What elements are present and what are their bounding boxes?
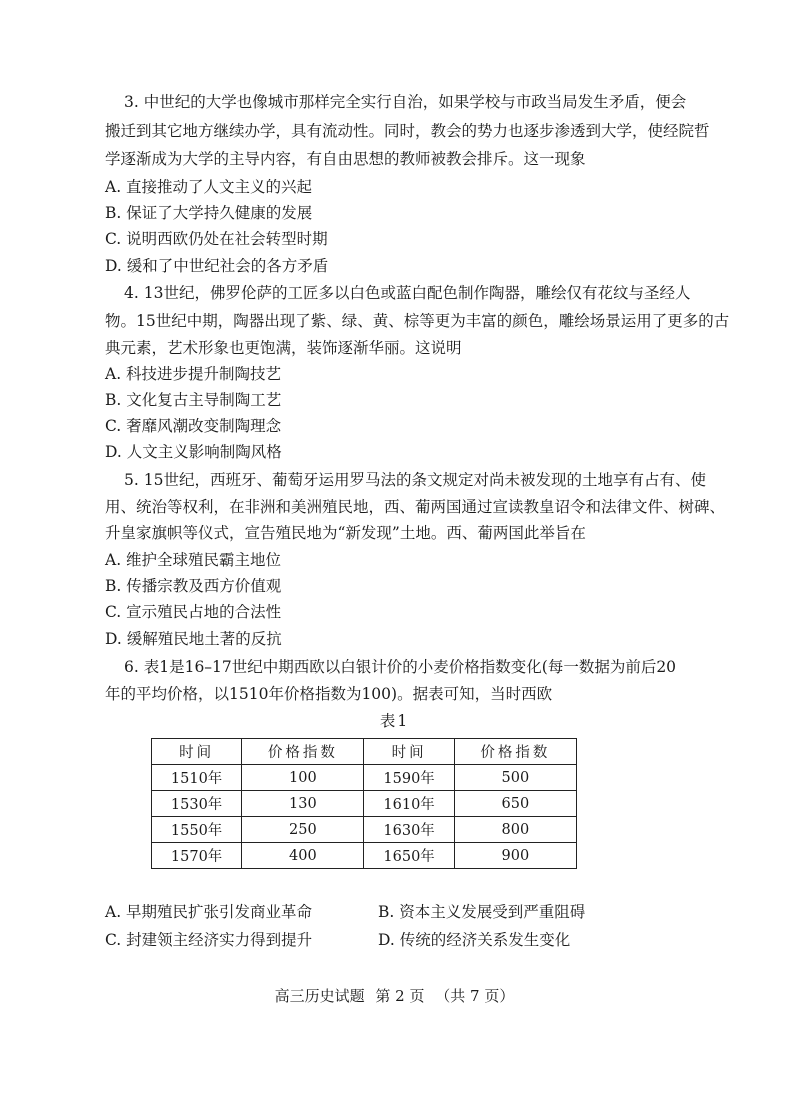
table-cell: 1590年 bbox=[364, 765, 454, 791]
q6-option-a: A. 早期殖民扩张引发商业革命 bbox=[105, 903, 313, 921]
footer-total-pages: （共 7 页） bbox=[435, 987, 515, 1005]
table-cell: 1510年 bbox=[152, 765, 242, 791]
table-cell: 250 bbox=[242, 817, 364, 843]
page-footer bbox=[0, 985, 789, 1006]
table-cell: 500 bbox=[454, 765, 576, 791]
q4-line-2: 物。15世纪中期，陶器出现了紫、绿、黄、棕等更为丰富的颜色，雕绘场景运用了更多的古 bbox=[105, 312, 730, 330]
table-cell: 1610年 bbox=[364, 791, 454, 817]
table-header-cell: 价格指数 bbox=[454, 739, 576, 765]
footer-title: 高三历史试题 bbox=[274, 987, 365, 1005]
table-caption: 表1 bbox=[379, 712, 410, 730]
q3-option-d: D. 缓和了中世纪社会的各方矛盾 bbox=[105, 257, 329, 275]
table-cell: 100 bbox=[242, 765, 364, 791]
q3-line-2: 搬迁到其它地方继续办学，具有流动性。同时，教会的势力也逐步渗透到大学，使经院哲 bbox=[105, 122, 710, 140]
q4-line-1: 4. 13世纪，佛罗伦萨的工匠多以白色或蓝白配色制作陶器，雕绘仅有花纹与圣经人 bbox=[124, 284, 691, 302]
table-row bbox=[152, 843, 577, 869]
q3-option-c: C. 说明西欧仍处在社会转型时期 bbox=[105, 230, 328, 248]
q4-line-3: 典元素，艺术形象也更饱满，装饰逐渐华丽。这说明 bbox=[105, 339, 462, 357]
table-cell: 800 bbox=[454, 817, 576, 843]
q4-option-b: B. 文化复古主导制陶工艺 bbox=[105, 391, 282, 409]
table-cell: 130 bbox=[242, 791, 364, 817]
q3-line-1: 3. 中世纪的大学也像城市那样完全实行自治，如果学校与市政当局发生矛盾，便会 bbox=[124, 93, 687, 111]
q6-option-d: D. 传统的经济关系发生变化 bbox=[378, 931, 571, 949]
price-index-table bbox=[151, 738, 577, 869]
q5-option-d: D. 缓解殖民地土著的反抗 bbox=[105, 630, 282, 648]
table-header-cell: 价格指数 bbox=[242, 739, 364, 765]
q5-option-b: B. 传播宗教及西方价值观 bbox=[105, 577, 282, 595]
table-header-cell: 时间 bbox=[152, 739, 242, 765]
table-row bbox=[152, 765, 577, 791]
q3-line-3: 学逐渐成为大学的主导内容，有自由思想的教师被教会排斥。这一现象 bbox=[105, 150, 586, 168]
table-header-cell: 时间 bbox=[364, 739, 454, 765]
table-cell: 1550年 bbox=[152, 817, 242, 843]
q6-option-c: C. 封建领主经济实力得到提升 bbox=[105, 931, 313, 949]
table-cell: 900 bbox=[454, 843, 576, 869]
table-header-row bbox=[152, 739, 577, 765]
q5-line-3: 升皇家旗帜等仪式，宣告殖民地为“新发现”土地。西、葡两国此举旨在 bbox=[105, 524, 586, 542]
footer-page-number: 第 2 页 bbox=[375, 987, 425, 1005]
q4-option-c: C. 奢靡风潮改变制陶理念 bbox=[105, 417, 282, 435]
q6-line-1: 6. 表1是16–17世纪中期西欧以白银计价的小麦价格指数变化(每一数据为前后20 bbox=[124, 658, 677, 676]
q3-option-a: A. 直接推动了人文主义的兴起 bbox=[105, 178, 313, 196]
table-cell: 1570年 bbox=[152, 843, 242, 869]
table-row bbox=[152, 817, 577, 843]
q4-option-d: D. 人文主义影响制陶风格 bbox=[105, 443, 282, 461]
table-cell: 1650年 bbox=[364, 843, 454, 869]
table-cell: 1530年 bbox=[152, 791, 242, 817]
q3-option-b: B. 保证了大学持久健康的发展 bbox=[105, 204, 313, 222]
q5-option-a: A. 维护全球殖民霸主地位 bbox=[105, 551, 282, 569]
table-cell: 400 bbox=[242, 843, 364, 869]
q6-line-2: 年的平均价格，以1510年价格指数为100)。据表可知，当时西欧 bbox=[105, 685, 553, 703]
q5-line-1: 5. 15世纪，西班牙、葡萄牙运用罗马法的条文规定对尚未被发现的土地享有占有、使 bbox=[124, 471, 706, 489]
table-cell: 650 bbox=[454, 791, 576, 817]
q5-line-2: 用、统治等权利，在非洲和美洲殖民地，西、葡两国通过宣读教皇诏令和法律文件、树碑、 bbox=[105, 498, 726, 516]
table-row bbox=[152, 791, 577, 817]
table-cell: 1630年 bbox=[364, 817, 454, 843]
q5-option-c: C. 宣示殖民占地的合法性 bbox=[105, 603, 282, 621]
q6-option-b: B. 资本主义发展受到严重阻碍 bbox=[378, 903, 586, 921]
q4-option-a: A. 科技进步提升制陶技艺 bbox=[105, 365, 282, 383]
